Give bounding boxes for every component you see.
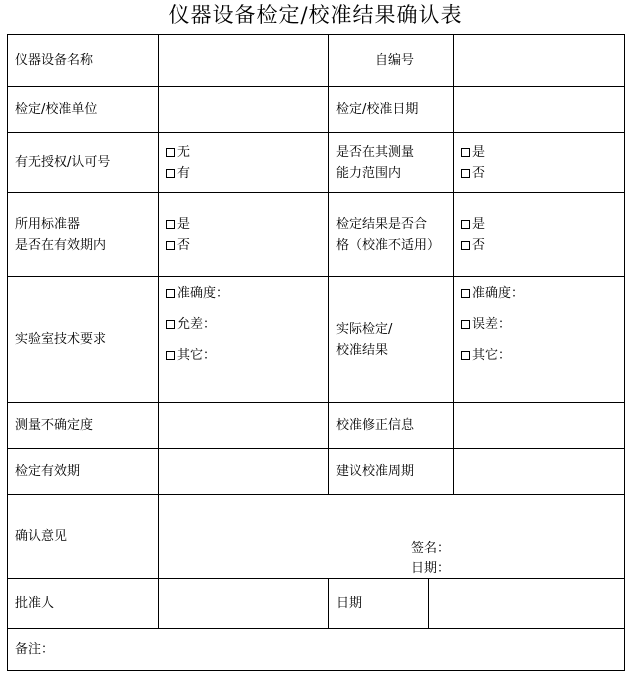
signature-block — [411, 539, 450, 579]
row-lab-requirements — [8, 277, 625, 403]
row-validity — [8, 449, 625, 495]
validity-label: 检定有效期 — [8, 449, 159, 495]
option-yes-label: 是 — [177, 216, 191, 232]
form-title: 仪器设备检定/校准结果确认表 — [168, 3, 463, 27]
row-standard-validity — [8, 193, 625, 277]
option-yes-label: 是 — [472, 216, 486, 232]
row-calibration-unit — [8, 87, 625, 133]
option-none[interactable] — [166, 142, 328, 163]
option-other[interactable] — [461, 345, 624, 366]
option-no[interactable] — [461, 163, 624, 184]
option-yes-label: 是 — [472, 144, 486, 160]
measurement-range-label — [329, 133, 454, 193]
checkbox-icon[interactable] — [461, 289, 470, 298]
option-yes[interactable] — [166, 214, 328, 235]
actual-result-options — [454, 277, 625, 403]
row-confirmation — [8, 495, 625, 579]
remarks-label: 备注： — [15, 642, 55, 657]
confirmation-opinion-area[interactable] — [159, 495, 625, 579]
option-have-label: 有 — [177, 165, 191, 181]
checkbox-icon[interactable] — [461, 351, 470, 360]
option-no-label: 否 — [177, 237, 191, 253]
uncertainty-value[interactable] — [159, 403, 329, 449]
option-error[interactable] — [461, 314, 624, 335]
option-accuracy-label: 准确度： — [472, 286, 525, 301]
calibration-unit-label: 检定/校准单位 — [8, 87, 159, 133]
row-uncertainty — [8, 403, 625, 449]
checkbox-icon[interactable] — [166, 320, 175, 329]
authorization-options — [159, 133, 329, 193]
result-pass-label — [329, 193, 454, 277]
authorization-label: 有无授权/认可号 — [8, 133, 159, 193]
standard-validity-label-line-2: 是否在有效期内 — [15, 237, 107, 253]
option-yes[interactable] — [461, 142, 624, 163]
option-other[interactable] — [166, 345, 328, 366]
checkbox-icon[interactable] — [166, 351, 175, 360]
option-no-label: 否 — [472, 165, 486, 181]
actual-result-label-line-2: 校准结果 — [336, 342, 389, 358]
standard-validity-label — [8, 193, 159, 277]
option-yes[interactable] — [461, 214, 624, 235]
measurement-range-label-line-2: 能力范围内 — [336, 165, 402, 181]
option-none-label: 无 — [177, 144, 191, 160]
option-other-label: 其它： — [472, 348, 512, 363]
lab-requirements-options — [159, 277, 329, 403]
device-name-label: 仪器设备名称 — [8, 35, 159, 87]
option-error-label: 误差： — [472, 317, 512, 332]
checkbox-icon[interactable] — [166, 289, 175, 298]
calibration-date-label: 检定/校准日期 — [329, 87, 454, 133]
row-authorization — [8, 133, 625, 193]
result-pass-options — [454, 193, 625, 277]
option-tolerance[interactable] — [166, 314, 328, 335]
option-accuracy-label: 准确度： — [177, 286, 230, 301]
correction-info-value[interactable] — [454, 403, 625, 449]
measurement-range-options — [454, 133, 625, 193]
checkbox-icon[interactable] — [461, 169, 470, 178]
calibration-date-value[interactable] — [454, 87, 625, 133]
option-tolerance-label: 允差： — [177, 317, 217, 332]
checkbox-icon[interactable] — [461, 148, 470, 157]
lab-requirements-label: 实验室技术要求 — [8, 277, 159, 403]
correction-info-label: 校准修正信息 — [329, 403, 454, 449]
remarks-field[interactable] — [8, 629, 625, 671]
actual-result-label-line-1: 实际检定/ — [336, 321, 393, 337]
option-other-label: 其它： — [177, 348, 217, 363]
approver-label: 批准人 — [8, 579, 159, 629]
option-no-label: 否 — [472, 237, 486, 253]
checkbox-icon[interactable] — [166, 241, 175, 250]
row-approver — [8, 579, 625, 629]
approve-date-value[interactable] — [429, 579, 625, 629]
uncertainty-label: 测量不确定度 — [8, 403, 159, 449]
approver-value[interactable] — [159, 579, 329, 629]
option-no[interactable] — [166, 235, 328, 256]
checkbox-icon[interactable] — [166, 169, 175, 178]
checkbox-icon[interactable] — [166, 220, 175, 229]
signature-label: 签名： — [411, 541, 451, 556]
option-accuracy[interactable] — [166, 283, 328, 304]
checkbox-icon[interactable] — [461, 220, 470, 229]
row-device-name — [8, 35, 625, 87]
actual-result-label — [329, 277, 454, 403]
confirmation-label: 确认意见 — [8, 495, 159, 579]
signature-date-label: 日期： — [411, 561, 451, 576]
measurement-range-label-line-1: 是否在其测量 — [336, 144, 415, 160]
calibration-cycle-label: 建议校准周期 — [329, 449, 454, 495]
option-no[interactable] — [461, 235, 624, 256]
standard-validity-options — [159, 193, 329, 277]
device-name-value[interactable] — [159, 35, 329, 87]
checkbox-icon[interactable] — [166, 148, 175, 157]
row-remarks — [8, 629, 625, 671]
calibration-unit-value[interactable] — [159, 87, 329, 133]
calibration-cycle-value[interactable] — [454, 449, 625, 495]
checkbox-icon[interactable] — [461, 320, 470, 329]
result-pass-label-line-2: 格（校准不适用） — [336, 237, 441, 253]
checkbox-icon[interactable] — [461, 241, 470, 250]
confirmation-form-table — [7, 34, 625, 671]
approve-date-label: 日期 — [329, 579, 429, 629]
option-accuracy[interactable] — [461, 283, 624, 304]
option-have[interactable] — [166, 163, 328, 184]
result-pass-label-line-1: 检定结果是否合 — [336, 216, 428, 232]
self-number-value[interactable] — [454, 35, 625, 87]
validity-value[interactable] — [159, 449, 329, 495]
self-number-label: 自编号 — [329, 35, 454, 87]
standard-validity-label-line-1: 所用标准器 — [15, 216, 81, 232]
